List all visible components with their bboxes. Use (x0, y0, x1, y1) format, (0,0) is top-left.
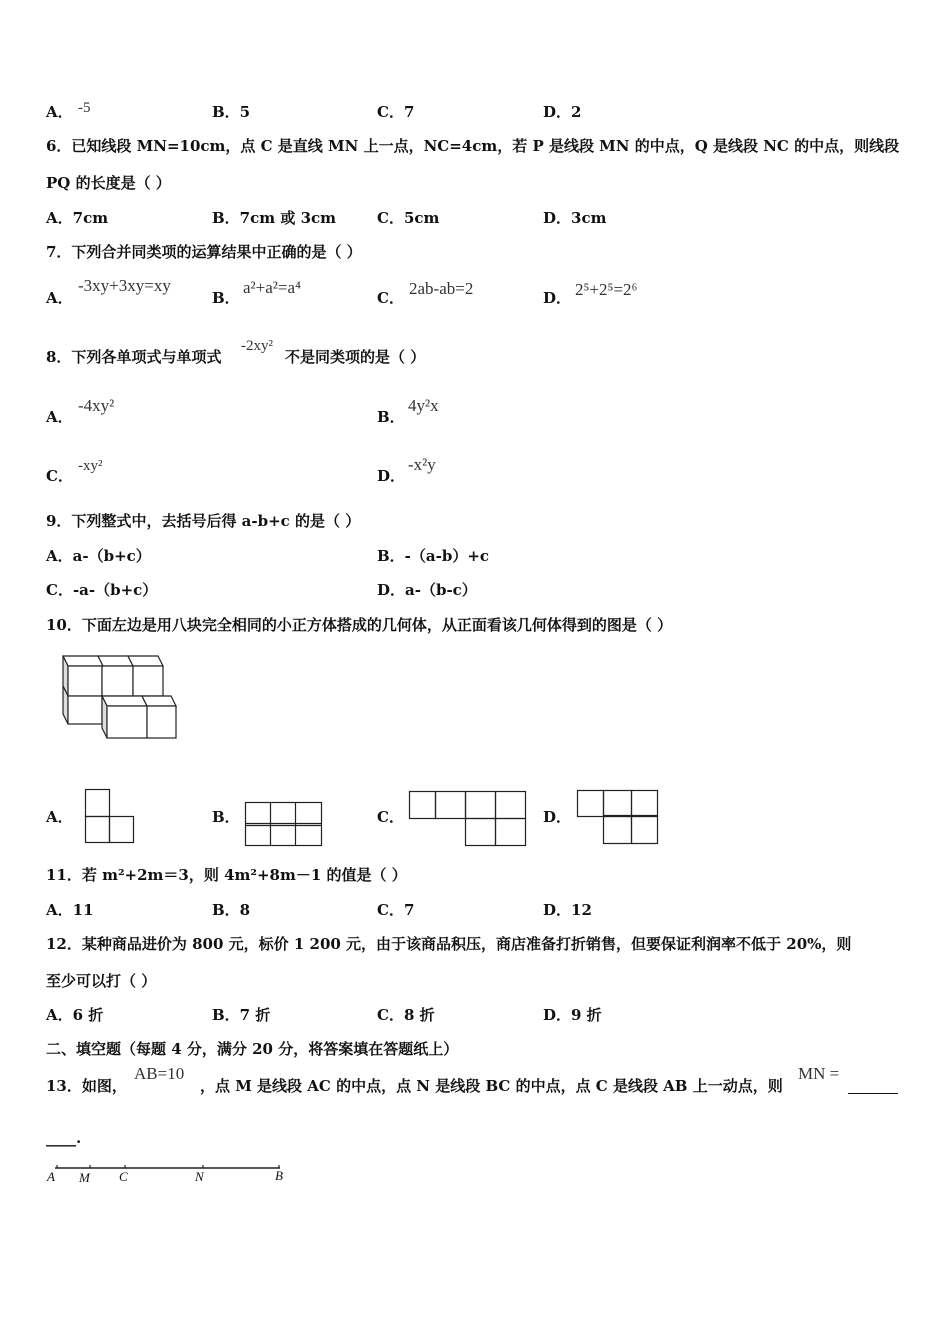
q8-option-a-label: A． (46, 408, 73, 426)
q6-option-a: A．7cm (46, 209, 109, 227)
q11-option-a: A．11 (46, 901, 94, 919)
q10-cube-figure (60, 654, 180, 744)
q7-option-b-label: B． (212, 289, 240, 307)
q8-option-d-expr: -x²y (408, 455, 436, 474)
q13-point-m-label: M (79, 1170, 90, 1185)
q9-option-c: C．-a-（b+c） (46, 581, 158, 599)
q9-option-d: D．a-（b-c） (377, 581, 477, 599)
q5-option-c: C．7 (377, 103, 415, 121)
q13-stem-pre: 13．如图， (46, 1077, 127, 1095)
q9-stem: 9．下列整式中，去括号后得 a-b+c 的是（ ） (46, 512, 361, 530)
q13-point-n-label: N (195, 1169, 204, 1184)
q12-option-d: D．9 折 (543, 1006, 602, 1024)
q10-option-c-label: C． (377, 808, 404, 826)
q7-stem: 7．下列合并同类项的运算结果中正确的是（ ） (46, 243, 362, 261)
q12-stem-line2: 至少可以打（ ） (46, 972, 157, 990)
q11-option-b: B．8 (212, 901, 251, 919)
q12-option-c: C．8 折 (377, 1006, 435, 1024)
q8-option-b-expr: 4y²x (408, 396, 439, 415)
q10-option-b-figure (245, 802, 323, 847)
q6-stem-line1: 6．已知线段 MN=10cm，点 C 是直线 MN 上一点，NC=4cm，若 P 是线段 MN 的中点，Q 是线段 NC 的中点，则线段 (46, 137, 900, 155)
q12-stem-line1: 12．某种商品进价为 800 元，标价 1 200 元，由于该商品积压，商店准备打折销售，但要保证利润率不低于 20%，则 (46, 935, 852, 953)
q10-option-a-label: A． (46, 808, 73, 826)
q12-option-a: A．6 折 (46, 1006, 104, 1024)
q7-option-c-label: C． (377, 289, 404, 307)
q13-answer-blank[interactable] (848, 1093, 898, 1094)
q13-expr-ab: AB=10 (134, 1064, 185, 1083)
q8-stem-pre: 8．下列各单项式与单项式 (46, 348, 222, 366)
q11-option-d: D．12 (543, 901, 592, 919)
q8-option-a-expr: -4xy² (78, 396, 115, 415)
q8-option-d-label: D． (377, 467, 406, 485)
section-2-heading: 二、填空题（每题 4 分，满分 20 分，将答案填在答题纸上） (46, 1040, 459, 1058)
q7-option-d-expr: 2⁵+2⁵=2⁶ (575, 280, 638, 299)
q13-point-a-label: A (47, 1169, 55, 1184)
q7-option-a-label: A． (46, 289, 73, 307)
q5-option-b: B．5 (212, 103, 251, 121)
q8-option-b-label: B． (377, 408, 405, 426)
q7-option-c-expr: 2ab-ab=2 (409, 279, 474, 298)
q8-stem-post: 不是同类项的是（ ） (285, 348, 426, 366)
q9-option-b: B．-（a-b）+c (377, 547, 490, 565)
q13-point-b-label: B (275, 1168, 283, 1183)
q10-option-a-figure (85, 789, 135, 844)
q7-option-b-expr: a²+a²=a⁴ (243, 278, 301, 297)
q13-stem-mid: ，点 M 是线段 AC 的中点，点 N 是线段 BC 的中点，点 C 是线段 AB 上一动点，则 (200, 1077, 783, 1095)
q10-option-c-figure (409, 791, 529, 847)
q8-option-c-expr: -xy² (78, 458, 103, 474)
q10-option-d-figure (577, 790, 661, 846)
q10-option-d-label: D． (543, 808, 572, 826)
q7-option-d-label: D． (543, 289, 572, 307)
q6-option-d: D．3cm (543, 209, 607, 227)
q10-option-b-label: B． (212, 808, 240, 826)
q5-option-d: D．2 (543, 103, 582, 121)
q6-stem-line2: PQ 的长度是（ ） (46, 174, 171, 192)
q9-option-a: A．a-（b+c） (46, 547, 151, 565)
q6-option-b: B．7cm 或 3cm (212, 209, 337, 227)
q6-option-c: C．5cm (377, 209, 440, 227)
q8-option-c-label: C． (46, 467, 73, 485)
q13-answer-blank-tail: ____. (46, 1129, 82, 1147)
q11-option-c: C．7 (377, 901, 415, 919)
q12-option-b: B．7 折 (212, 1006, 271, 1024)
q8-stem-expr: -2xy² (241, 338, 273, 354)
q11-stem: 11．若 m²+2m＝3，则 4m²+8m－1 的值是（ ） (46, 866, 407, 884)
q10-stem: 10．下面左边是用八块完全相同的小正方体搭成的几何体，从正面看该几何体得到的图是（ ） (46, 616, 673, 634)
q13-expr-mn: MN = (798, 1064, 840, 1083)
q5-option-a-value: -5 (78, 100, 91, 116)
q7-option-a-expr: -3xy+3xy=xy (78, 276, 171, 295)
q13-point-c-label: C (119, 1169, 128, 1184)
q5-option-a-label: A． (46, 103, 73, 121)
